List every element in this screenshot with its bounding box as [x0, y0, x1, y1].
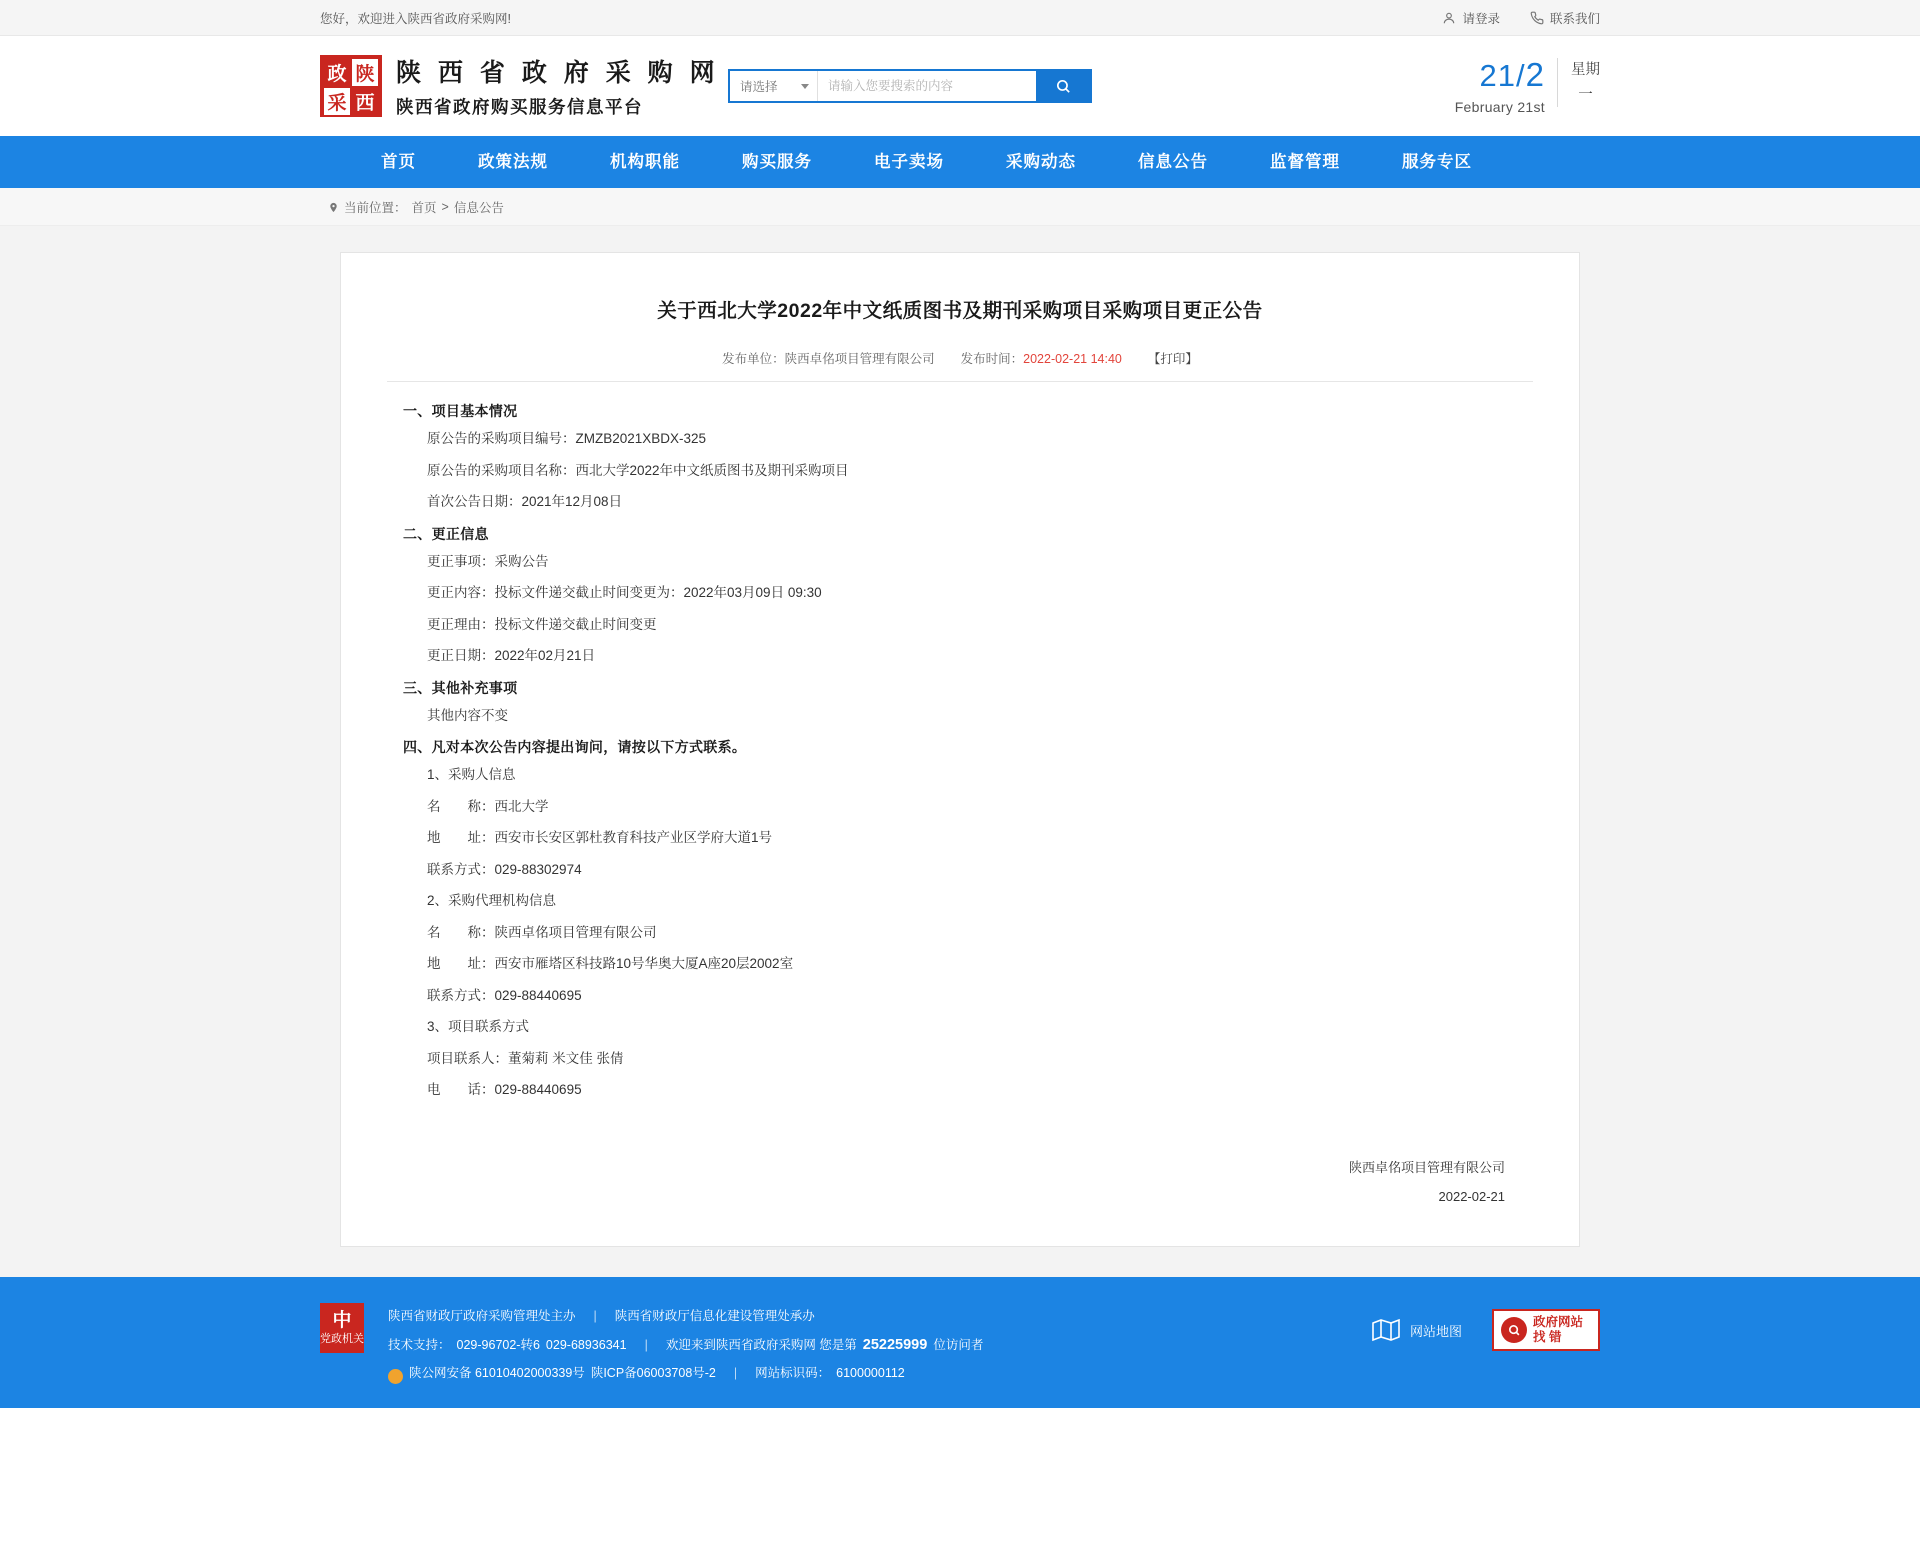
section-1-line-1: 更正内容：投标文件递交截止时间变更为：2022年03月09日 09:30 — [427, 585, 822, 600]
search-category-label: 请选择 — [740, 80, 778, 94]
breadcrumb-separator: > — [441, 200, 449, 214]
date-day-en: 21st — [1517, 99, 1545, 115]
footer-sep-2: | — [644, 1337, 648, 1352]
section-3-line-0: 1、采购人信息 — [427, 767, 516, 782]
section-3-line-5: 名 称：陕西卓佲项目管理有限公司 — [427, 924, 657, 940]
sign-date: 2022-02-21 — [1438, 1189, 1505, 1205]
section-3-line-4: 2、采购代理机构信息 — [427, 893, 557, 908]
visit-prefix: 欢迎来到陕西省政府采购网 您是第 — [665, 1337, 857, 1352]
article-meta — [387, 349, 1533, 382]
article-signature — [375, 1153, 1545, 1213]
footer-support-row — [388, 1330, 983, 1360]
top-bar — [0, 0, 1920, 36]
section-1-line-3: 更正日期：2022年02月21日 — [427, 648, 596, 663]
section-2-line-0: 其他内容不变 — [427, 707, 508, 723]
nav-item-7[interactable]: 监督管理 — [1270, 153, 1340, 171]
site-id-value: 6100000112 — [836, 1365, 905, 1380]
footer-sep-3: | — [733, 1365, 738, 1380]
police-badge-icon — [388, 1369, 403, 1384]
date-slash: / — [1516, 58, 1526, 93]
chevron-down-icon — [801, 84, 809, 89]
sitemap-label: 网站地图 — [1409, 1323, 1462, 1339]
site-title: 陕 西 省 政 府 采 购 网 — [396, 59, 720, 87]
footer-sep-1: | — [593, 1309, 597, 1324]
logo-char-1: 陕 — [352, 59, 378, 86]
footer-org-row — [388, 1303, 983, 1329]
breadcrumb-prefix: 当前位置： — [344, 201, 407, 215]
nav-item-3[interactable]: 购买服务 — [742, 153, 812, 171]
police-record[interactable]: 陕公网安备 61010402000339号 — [409, 1365, 585, 1380]
date-day: 21 — [1479, 58, 1517, 93]
time-label: 发布时间： — [960, 352, 1024, 366]
sign-org: 陕西卓佲项目管理有限公司 — [1348, 1159, 1505, 1175]
publisher-label: 发布单位： — [722, 352, 785, 366]
search-icon — [1055, 78, 1072, 95]
logo-emblem-icon — [320, 55, 382, 117]
nav-item-8[interactable]: 服务专区 — [1402, 153, 1472, 171]
icp-record[interactable]: 陕ICP备06003708号-2 — [590, 1365, 716, 1380]
section-3-line-6: 地 址：西安市雁塔区科技路10号华奥大厦A座20层2002室 — [427, 956, 794, 971]
contact-label: 联系我们 — [1549, 11, 1600, 26]
support-phone-2: 029-68936341 — [545, 1337, 627, 1352]
site-id-label: 网站标识码： — [755, 1365, 831, 1380]
gov-emblem-icon — [320, 1303, 364, 1353]
section-title-1: 二、更正信息 — [403, 525, 489, 542]
emblem-char: 中 — [332, 1310, 352, 1332]
section-3-line-7: 联系方式：029-88440695 — [427, 987, 582, 1003]
nav-item-1[interactable]: 政策法规 — [478, 153, 548, 171]
section-0-line-2: 首次公告日期：2021年12月08日 — [427, 494, 623, 509]
date-month-num: 2 — [1525, 56, 1545, 93]
weekday-label: 星期 — [1571, 62, 1600, 78]
search-input[interactable] — [818, 71, 1036, 101]
print-button[interactable]: 【打印】 — [1147, 352, 1198, 366]
section-1-line-2: 更正理由：投标文件递交截止时间变更 — [427, 616, 657, 632]
publish-time-info — [961, 349, 1122, 367]
gov-badge-line2: 找 错 — [1533, 1330, 1562, 1345]
welcome-text: 您好，欢迎进入陕西省政府采购网! — [320, 11, 511, 26]
visit-count: 25225999 — [862, 1336, 928, 1353]
nav-item-4[interactable]: 电子卖场 — [874, 153, 944, 171]
date-month-en: February — [1454, 99, 1514, 115]
main-nav — [0, 136, 1920, 188]
section-title-3: 四、凡对本次公告内容提出询问，请按以下方式联系。 — [403, 739, 747, 755]
breadcrumb-current[interactable]: 信息公告 — [453, 201, 504, 215]
breadcrumb-home[interactable]: 首页 — [411, 201, 437, 215]
emblem-top-label: 党政机关 — [320, 1333, 364, 1346]
search-button[interactable] — [1036, 71, 1090, 101]
section-3-line-3: 联系方式：029-88302974 — [427, 861, 582, 877]
article-card — [340, 252, 1580, 1247]
section-3-line-9: 项目联系人：董菊莉 米文佳 张倩 — [427, 1050, 624, 1066]
site-subtitle: 陕西省政府购买服务信息平台 — [396, 97, 643, 117]
user-icon — [1442, 11, 1456, 25]
logo-char-2: 采 — [324, 88, 350, 115]
section-0-line-0: 原公告的采购项目编号：ZMZB2021XBDX-325 — [427, 431, 707, 446]
publisher-value: 陕西卓佲项目管理有限公司 — [784, 352, 935, 366]
weekday-value: 一 — [1578, 86, 1593, 103]
nav-item-6[interactable]: 信息公告 — [1138, 153, 1208, 171]
visit-suffix: 位访问者 — [933, 1337, 984, 1352]
login-label: 请登录 — [1462, 11, 1500, 26]
gov-website-report-badge[interactable] — [1492, 1309, 1600, 1351]
time-value: 2022-02-21 14:40 — [1023, 352, 1122, 366]
footer-org-main: 陕西省财政厅政府采购管理处主办 — [388, 1309, 576, 1324]
article-content — [375, 404, 1545, 1097]
magnifier-icon — [1501, 1317, 1527, 1343]
date-display — [1455, 58, 1600, 115]
section-3-line-10: 电 话：029-88440695 — [427, 1082, 582, 1097]
page-body — [0, 226, 1920, 1277]
section-1-line-0: 更正事项：采购公告 — [427, 553, 549, 569]
section-3-line-8: 3、项目联系方式 — [427, 1019, 530, 1034]
phone-icon — [1530, 11, 1544, 25]
footer-record-row — [388, 1360, 983, 1386]
site-footer — [0, 1277, 1920, 1408]
login-link[interactable] — [1442, 9, 1500, 27]
site-logo[interactable] — [320, 53, 720, 119]
gov-badge-line1: 政府网站 — [1533, 1315, 1584, 1330]
search-category-select[interactable] — [730, 71, 818, 101]
search-box[interactable] — [728, 69, 1092, 103]
section-3-line-1: 名 称：西北大学 — [427, 798, 549, 814]
section-title-2: 三、其他补充事项 — [403, 679, 518, 696]
section-3-line-2: 地 址：西安市长安区郭杜教育科技产业区学府大道1号 — [427, 830, 773, 845]
sitemap-link[interactable] — [1371, 1317, 1462, 1343]
section-0-line-1: 原公告的采购项目名称：西北大学2022年中文纸质图书及期刊采购项目 — [427, 462, 849, 478]
contact-link[interactable] — [1530, 9, 1600, 27]
nav-item-5[interactable]: 采购动态 — [1006, 153, 1076, 171]
nav-item-0[interactable]: 首页 — [381, 153, 416, 171]
nav-item-2[interactable]: 机构职能 — [610, 153, 680, 171]
support-label: 技术支持： — [388, 1337, 451, 1352]
logo-char-3: 西 — [352, 88, 378, 115]
section-title-0: 一、项目基本情况 — [403, 403, 518, 419]
support-phone-1: 029-96702-转6 — [456, 1337, 540, 1352]
breadcrumb-bar — [0, 188, 1920, 226]
footer-org-sub: 陕西省财政厅信息化建设管理处承办 — [614, 1309, 815, 1324]
map-icon — [1371, 1317, 1401, 1343]
publisher-info — [722, 349, 935, 367]
page-title: 关于西北大学2022年中文纸质图书及期刊采购项目采购项目更正公告 — [657, 300, 1263, 322]
breadcrumb — [320, 188, 1600, 226]
site-header — [0, 36, 1920, 136]
logo-char-0: 政 — [324, 59, 350, 86]
location-pin-icon — [328, 201, 339, 214]
